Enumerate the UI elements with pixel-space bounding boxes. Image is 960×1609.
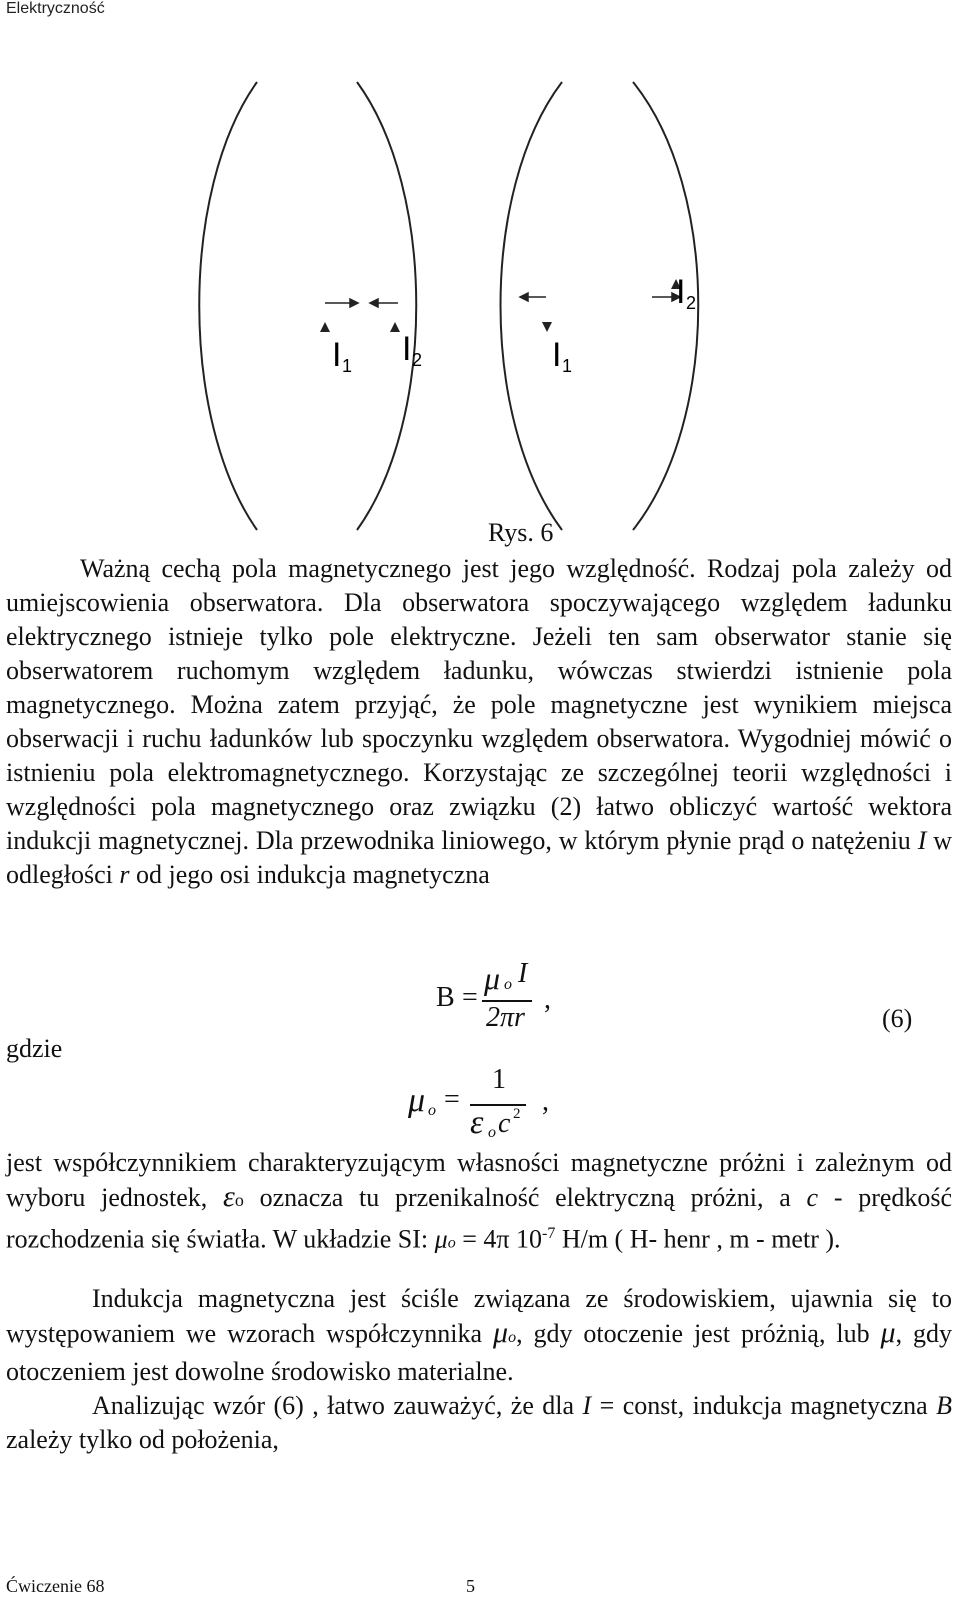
force-arrow-1 xyxy=(325,299,358,307)
label-I2-right-sub: 2 xyxy=(686,293,697,313)
label-I1-right-sub: 1 xyxy=(562,356,573,376)
label-I1-right: I xyxy=(552,336,562,374)
eq6-equals: = xyxy=(462,982,478,1013)
paragraph-2: jest współczynnikiem charakteryzującym własności magnetyczne próżni i zależnym od wyboru jednostek, εo oznacza tu przenikalność elektryczną próżni, a c - prędkość rozchodzenia się światła. W układzie SI: μo = 4π $10^{-7}$ H/m ( H- henr , m - metr ). xyxy=(6,1148,953,1254)
figure-rys-6 xyxy=(0,70,960,540)
label-I1-left-sub: 1 xyxy=(342,356,353,376)
eqmu-numerator: 1 xyxy=(492,1064,506,1095)
current-arrow-1 xyxy=(320,322,330,332)
footer-page-number: 5 xyxy=(466,1576,475,1596)
eq6-num-sub: o xyxy=(504,976,512,993)
current-arrow-3 xyxy=(542,322,552,332)
conductor-diagram xyxy=(0,70,960,540)
eqmu-den-eps: ε xyxy=(470,1104,484,1141)
left-conductor-outer-arc xyxy=(199,82,257,530)
paragraph-3: Indukcja magnetyczna jest ściśle związana ze środowiskiem, ujawnia się to występowaniem we wzorach współczynnika μo, gdy otoczenie jest próżnią, lub μ, gdy otoczeniem jest dowolne środowisko materialne. xyxy=(6,1284,953,1386)
eqmu-den-c: c xyxy=(498,1108,511,1139)
eqmu-equals: = xyxy=(444,1084,460,1115)
current-arrow-2 xyxy=(390,322,400,332)
label-I2-right: I xyxy=(676,273,686,311)
label-I1-left: I xyxy=(332,336,342,374)
equation-number-6: (6) xyxy=(882,1004,913,1033)
eq6-denominator: 2πr xyxy=(486,1002,525,1033)
paragraph-1: Ważną cechą pola magnetycznego jest jego względność. Rodzaj pola zależy od umiejscowienia obserwatora. Dla obserwatora spoczywającego względem ładunku elektrycznego istnieje tylko pole elektryczne. Jeżeli ten sam obserwator stanie się obserwatorem ruchomym względem ładunku, wówczas stwierdzi istnienie pola magnetycznego. Można zatem przyjąć, że pole magnetyczne jest wynikiem miejsca obserwacji i ruchu ładunków lub spoczynku względem obserwatora. Wygodniej mówić o istnieniu pola elektromagnetycznego. Korzystając ze szczególnej teorii względności i względności pola magnetycznego oraz związku (2) łatwo obliczyć wartość wektora indukcji magnetycznej. Dla przewodnika liniowego, w którym płynie prąd o natężeniu I w odległości r od jego osi indukcja magnetyczna xyxy=(6,554,953,889)
gdzie-label: gdzie xyxy=(6,1034,63,1063)
label-I2-left-sub: 2 xyxy=(412,350,423,370)
force-arrow-3 xyxy=(520,293,546,301)
page-header: Elektryczność xyxy=(6,0,105,17)
footer-exercise: Ćwiczenie 68 xyxy=(6,1576,105,1596)
paragraph-4: Analizując wzór (6) , łatwo zauważyć, że dla I = const, indukcja magnetyczna B zależy tylko od położenia, xyxy=(6,1391,953,1454)
eq6-num-I: I xyxy=(518,958,528,989)
label-I2-left: I xyxy=(402,330,412,368)
eqmu-den-sub: o xyxy=(488,1124,496,1141)
left-conductor-inner-arc xyxy=(357,82,416,530)
eq6-num-mu: μ xyxy=(484,960,501,996)
eqmu-comma: , xyxy=(542,1086,549,1117)
force-arrow-2 xyxy=(370,299,398,307)
eq6-comma: , xyxy=(544,984,551,1015)
eqmu-lhs: μ xyxy=(408,1082,426,1119)
figure-caption: Rys. 6 xyxy=(488,518,554,547)
right-conductor-outer-arc xyxy=(501,82,563,530)
eqmu-den-sup: 2 xyxy=(513,1106,521,1122)
eq6-lhs: B xyxy=(436,982,455,1013)
eqmu-lhs-sub: o xyxy=(428,1102,436,1119)
